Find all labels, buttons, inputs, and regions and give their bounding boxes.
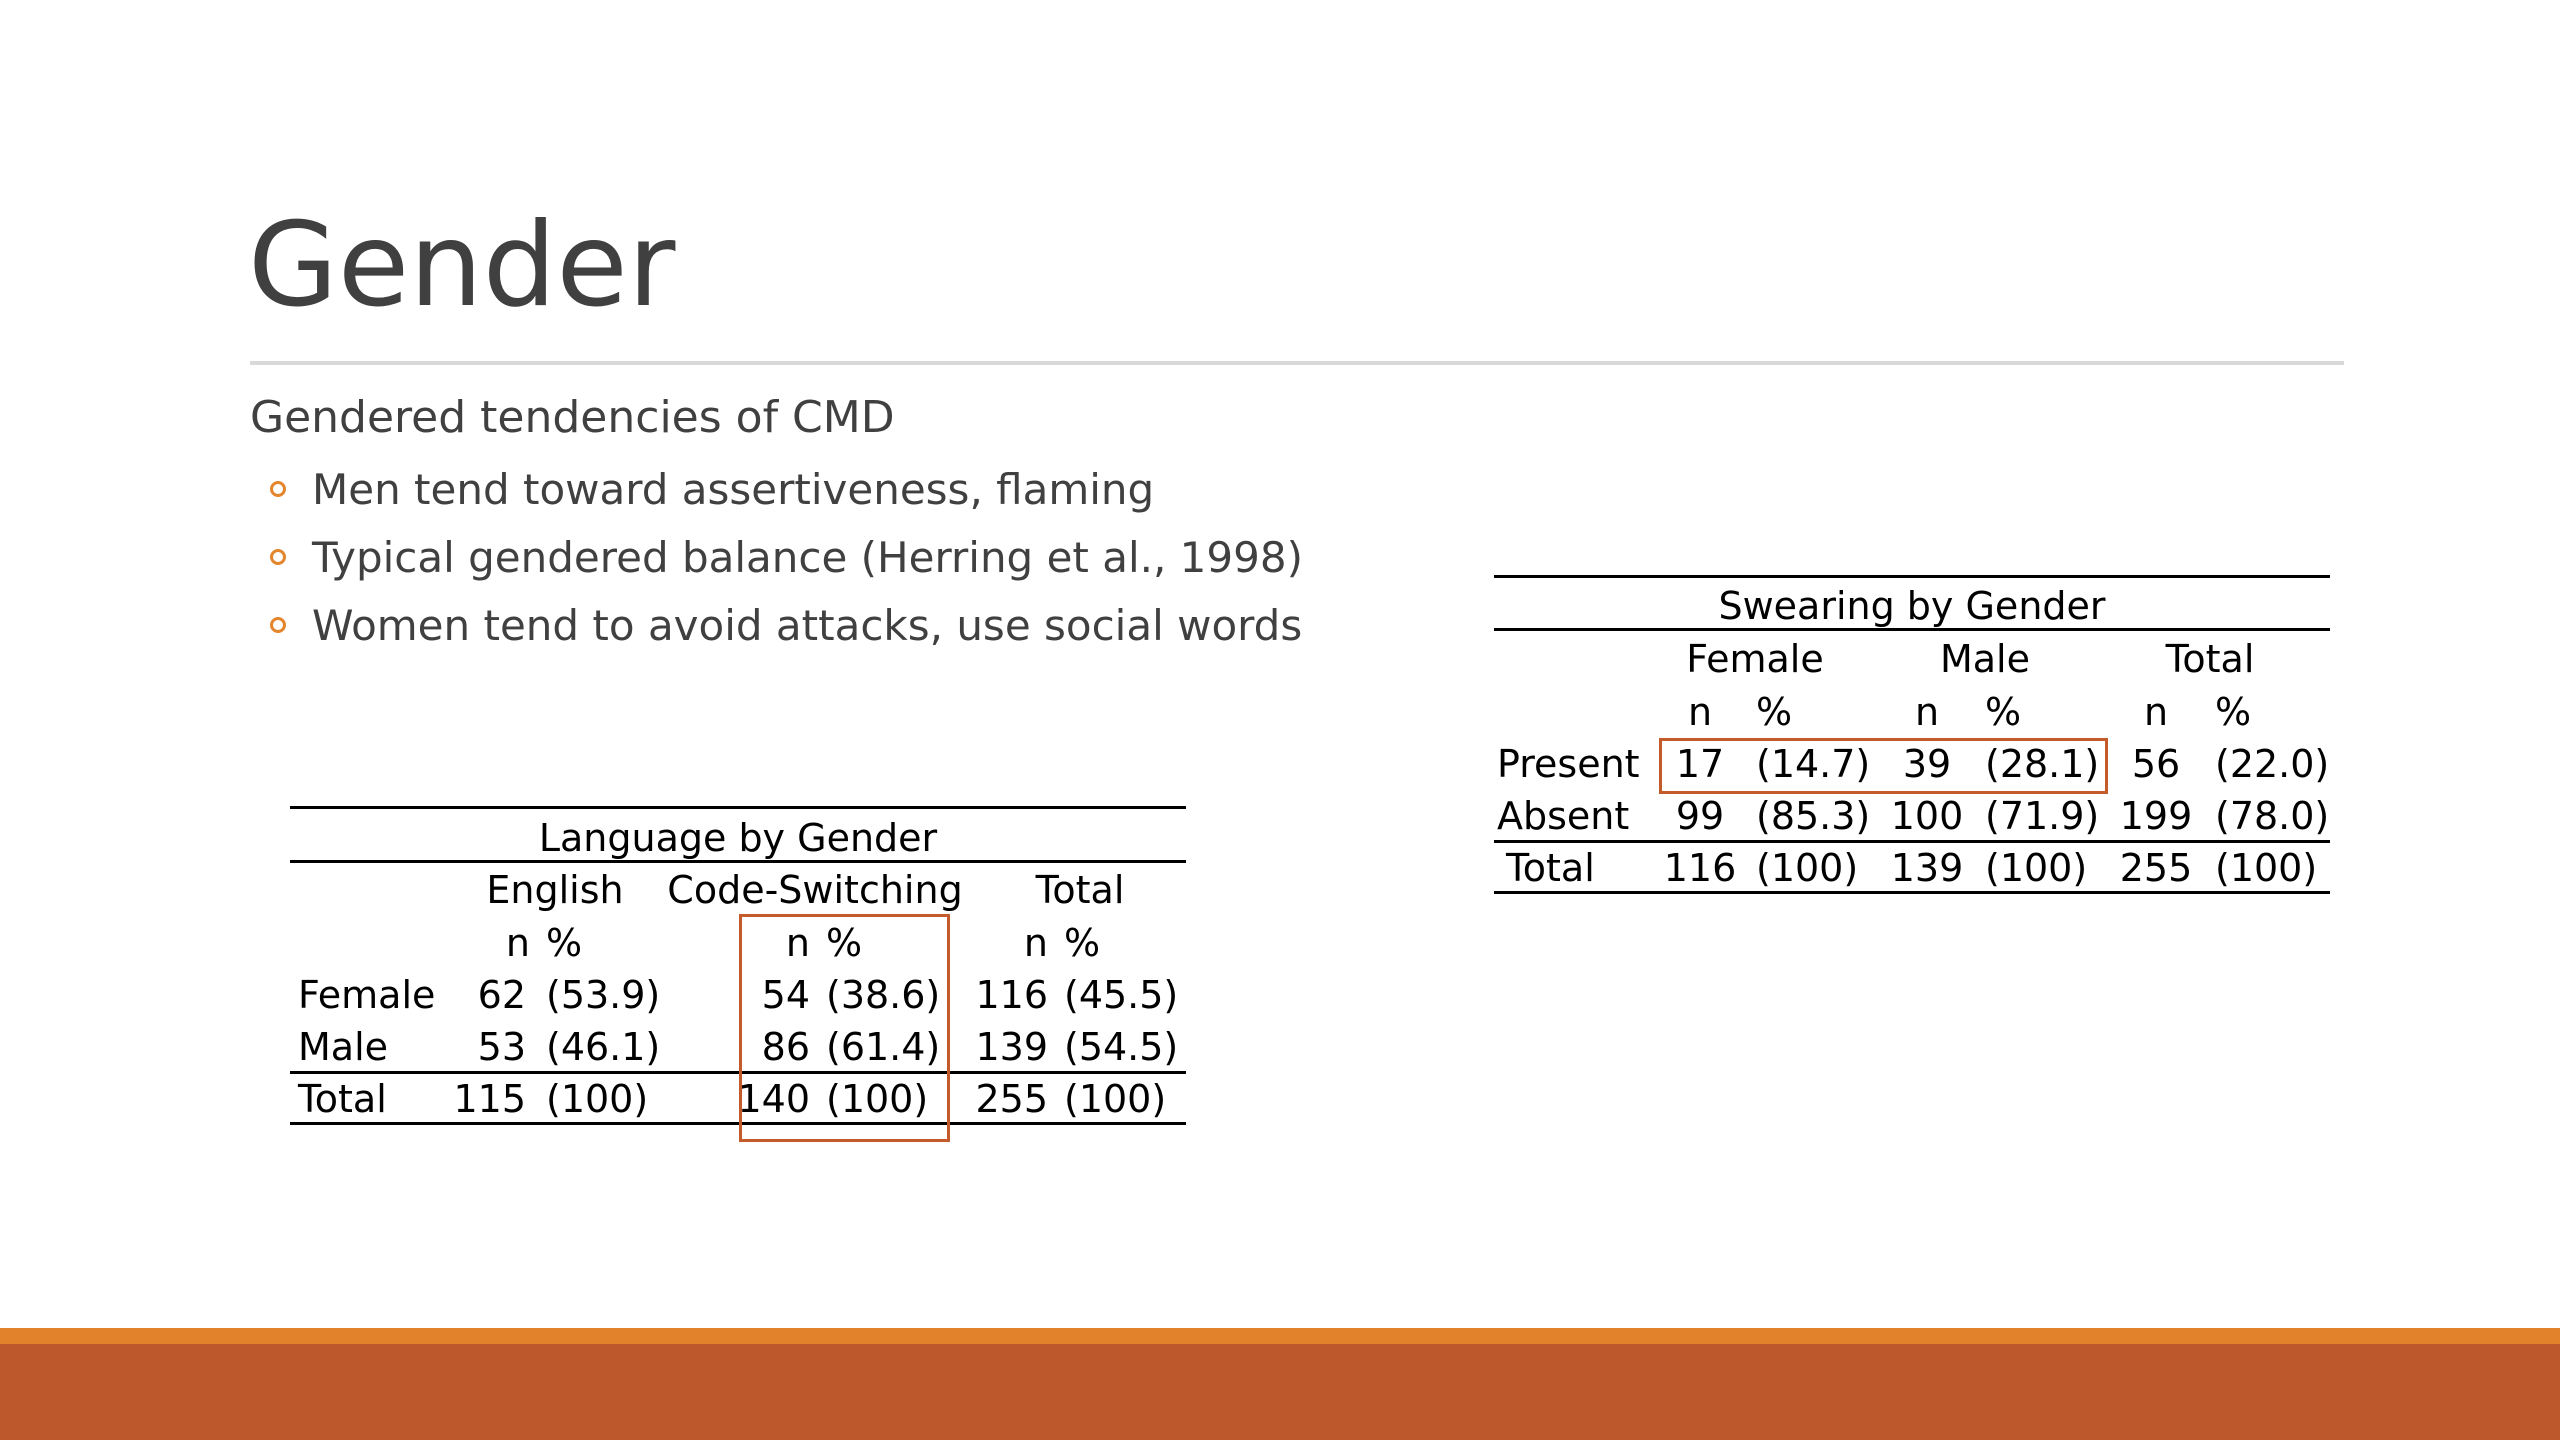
subheader-pct: % — [1985, 690, 2022, 734]
bullet-item — [270, 530, 1303, 598]
table-cell: (22.0) — [2215, 742, 2330, 786]
table-cell: (78.0) — [2215, 794, 2330, 838]
bullet-circle-icon — [270, 481, 286, 497]
group-header: Code-Switching — [667, 868, 963, 912]
subheader-n: n — [505, 921, 530, 965]
group-header: Female — [1686, 637, 1824, 681]
row-label: Total — [1506, 846, 1595, 890]
bullet-item — [270, 598, 1303, 666]
table-title: Language by Gender — [538, 816, 938, 860]
subheader-n: n — [785, 921, 810, 965]
table-top-rule — [1494, 575, 2330, 578]
table-cell: 54 — [761, 973, 810, 1017]
subheader-pct: % — [2215, 690, 2252, 734]
table-cell: 62 — [477, 973, 526, 1017]
table-cell: 199 — [2119, 794, 2193, 838]
table-cell: 115 — [453, 1077, 526, 1121]
table-cell: 116 — [1663, 846, 1737, 890]
table-cell: 53 — [477, 1025, 526, 1069]
table-header-rule — [1494, 628, 2330, 631]
table-cell: (53.9) — [546, 973, 661, 1017]
table-cell: (45.5) — [1064, 973, 1179, 1017]
table-cell: (38.6) — [826, 973, 941, 1017]
row-label: Male — [298, 1025, 389, 1069]
table-cell: (100) — [1756, 846, 1859, 890]
table-cell: 255 — [2119, 846, 2193, 890]
table-cell: 116 — [975, 973, 1048, 1017]
table-cell: 86 — [761, 1025, 810, 1069]
subheading: Gendered tendencies of CMD — [250, 392, 895, 443]
table-cell: 17 — [1675, 742, 1725, 786]
table-cell: (28.1) — [1985, 742, 2100, 786]
table-bottom-rule — [1494, 891, 2330, 894]
title-divider — [250, 361, 2344, 365]
present-row-highlight-box — [1659, 738, 2108, 794]
bullet-item — [270, 462, 1303, 530]
table-cell: (61.4) — [826, 1025, 941, 1069]
subheader-n: n — [1023, 921, 1048, 965]
group-header: Total — [1035, 868, 1125, 912]
table-cell: 139 — [975, 1025, 1048, 1069]
group-header: Male — [1939, 637, 2030, 681]
subheader-n: n — [1687, 690, 1713, 734]
subheader-n: n — [1914, 690, 1940, 734]
bullet-list — [270, 462, 1303, 666]
table-total-rule — [1494, 840, 2330, 843]
table-cell: 255 — [975, 1077, 1048, 1121]
row-label: Female — [298, 973, 436, 1017]
table-cell: 99 — [1675, 794, 1725, 838]
table-header-rule — [290, 860, 1186, 863]
subheader-pct: % — [1756, 690, 1793, 734]
table-cell: (100) — [1064, 1077, 1167, 1121]
table-cell: (85.3) — [1756, 794, 1871, 838]
bullet-text: Typical gendered balance (Herring et al., 1998) — [312, 533, 1303, 582]
table-cell: (71.9) — [1985, 794, 2100, 838]
table-cell: 56 — [2131, 742, 2181, 786]
row-label: Present — [1497, 742, 1640, 786]
table-cell: (46.1) — [546, 1025, 661, 1069]
group-header: English — [486, 868, 624, 912]
table-cell: 140 — [737, 1077, 810, 1121]
table-top-rule — [290, 806, 1186, 809]
bullet-text: Women tend to avoid attacks, use social words — [312, 601, 1303, 650]
table-cell: (100) — [2215, 846, 2318, 890]
bullet-text: Men tend toward assertiveness, flaming — [312, 465, 1155, 514]
table-cell: 100 — [1890, 794, 1964, 838]
subheader-pct: % — [826, 921, 863, 965]
table-cell: (100) — [826, 1077, 929, 1121]
table-cell: 39 — [1902, 742, 1952, 786]
row-label: Total — [298, 1077, 387, 1121]
footer-bar — [0, 1344, 2560, 1440]
table-cell: 139 — [1890, 846, 1964, 890]
table-cell: (100) — [546, 1077, 649, 1121]
table-cell: (100) — [1985, 846, 2088, 890]
table-total-rule — [290, 1071, 1186, 1074]
table-cell: (54.5) — [1064, 1025, 1179, 1069]
table-cell: (14.7) — [1756, 742, 1871, 786]
table-bottom-rule — [290, 1122, 1186, 1125]
table-title: Swearing by Gender — [1718, 584, 2106, 628]
bullet-circle-icon — [270, 549, 286, 565]
footer-accent-bar — [0, 1328, 2560, 1344]
subheader-n: n — [2143, 690, 2169, 734]
group-header: Total — [2165, 637, 2255, 681]
slide-title: Gender — [248, 198, 676, 333]
subheader-pct: % — [546, 921, 583, 965]
bullet-circle-icon — [270, 617, 286, 633]
subheader-pct: % — [1064, 921, 1101, 965]
row-label: Absent — [1497, 794, 1630, 838]
code-switching-highlight-box — [739, 914, 950, 1142]
